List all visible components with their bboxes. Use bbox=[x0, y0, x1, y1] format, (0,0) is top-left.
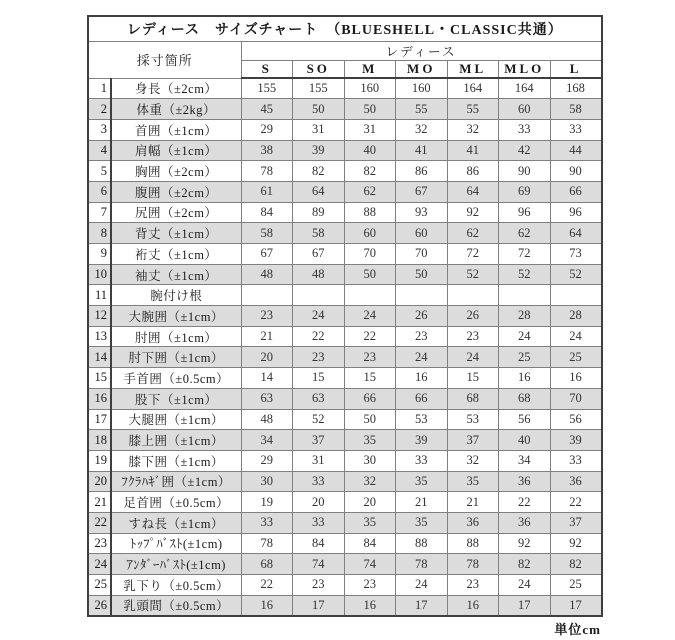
size-value: 26 bbox=[447, 306, 499, 327]
size-value: 69 bbox=[499, 181, 551, 202]
size-value: 29 bbox=[241, 119, 293, 140]
size-col-mlo: MLO bbox=[499, 60, 551, 78]
size-value bbox=[447, 285, 499, 306]
table-row bbox=[88, 306, 602, 327]
size-value: 58 bbox=[550, 99, 602, 120]
size-value: 45 bbox=[241, 99, 293, 120]
table-row bbox=[88, 533, 602, 554]
size-value: 35 bbox=[396, 512, 448, 533]
size-value: 86 bbox=[396, 161, 448, 182]
size-value: 55 bbox=[396, 99, 448, 120]
size-value: 74 bbox=[344, 554, 396, 575]
size-value: 31 bbox=[344, 119, 396, 140]
size-value: 22 bbox=[293, 326, 345, 347]
size-value: 60 bbox=[344, 223, 396, 244]
size-value: 36 bbox=[499, 471, 551, 492]
row-number: 14 bbox=[88, 347, 111, 368]
size-value: 37 bbox=[293, 430, 345, 451]
size-value: 52 bbox=[499, 264, 551, 285]
size-value: 92 bbox=[550, 533, 602, 554]
row-number: 3 bbox=[88, 119, 111, 140]
size-value: 53 bbox=[447, 409, 499, 430]
size-value: 36 bbox=[447, 512, 499, 533]
table-row bbox=[88, 492, 602, 513]
table-row bbox=[88, 119, 602, 140]
size-value: 58 bbox=[293, 223, 345, 244]
size-value: 36 bbox=[550, 471, 602, 492]
size-value: 33 bbox=[293, 471, 345, 492]
size-value: 155 bbox=[241, 78, 293, 99]
size-value: 64 bbox=[447, 181, 499, 202]
size-value: 88 bbox=[344, 202, 396, 223]
row-number: 24 bbox=[88, 554, 111, 575]
size-value: 48 bbox=[293, 264, 345, 285]
size-value: 37 bbox=[447, 430, 499, 451]
size-value: 17 bbox=[499, 595, 551, 616]
size-value: 24 bbox=[344, 306, 396, 327]
size-chart-table bbox=[87, 15, 603, 617]
size-value: 33 bbox=[550, 450, 602, 471]
size-value: 16 bbox=[396, 368, 448, 389]
size-value: 68 bbox=[241, 554, 293, 575]
page-title: レディース サイズチャート （BLUESHELL・CLASSIC共通） bbox=[88, 16, 602, 41]
table-row bbox=[88, 181, 602, 202]
size-value: 40 bbox=[344, 140, 396, 161]
size-value: 39 bbox=[550, 430, 602, 451]
measurement-name: 足首囲（±0.5cm） bbox=[111, 492, 241, 513]
table-row bbox=[88, 575, 602, 596]
size-value: 33 bbox=[499, 119, 551, 140]
size-value: 168 bbox=[550, 78, 602, 99]
size-value: 35 bbox=[447, 471, 499, 492]
measurement-name: 裄丈（±1cm） bbox=[111, 244, 241, 265]
size-value bbox=[550, 285, 602, 306]
row-number: 21 bbox=[88, 492, 111, 513]
size-value: 82 bbox=[550, 554, 602, 575]
size-value: 16 bbox=[344, 595, 396, 616]
size-value: 33 bbox=[293, 512, 345, 533]
size-value bbox=[241, 285, 293, 306]
row-number: 18 bbox=[88, 430, 111, 451]
size-value: 16 bbox=[447, 595, 499, 616]
table-row bbox=[88, 471, 602, 492]
size-value: 38 bbox=[241, 140, 293, 161]
size-value: 21 bbox=[241, 326, 293, 347]
row-number: 10 bbox=[88, 264, 111, 285]
size-value: 73 bbox=[550, 244, 602, 265]
size-value: 93 bbox=[396, 202, 448, 223]
size-value: 15 bbox=[293, 368, 345, 389]
table-row bbox=[88, 244, 602, 265]
size-value: 52 bbox=[550, 264, 602, 285]
size-value: 21 bbox=[447, 492, 499, 513]
row-number: 25 bbox=[88, 575, 111, 596]
row-number: 13 bbox=[88, 326, 111, 347]
size-value: 37 bbox=[550, 512, 602, 533]
size-value: 24 bbox=[499, 575, 551, 596]
size-value bbox=[293, 285, 345, 306]
size-value: 92 bbox=[447, 202, 499, 223]
size-value: 70 bbox=[344, 244, 396, 265]
size-value: 84 bbox=[344, 533, 396, 554]
table-row bbox=[88, 512, 602, 533]
size-value: 53 bbox=[396, 409, 448, 430]
row-number: 22 bbox=[88, 512, 111, 533]
size-value: 35 bbox=[396, 471, 448, 492]
table-row bbox=[88, 430, 602, 451]
size-value: 32 bbox=[447, 119, 499, 140]
measurement-name: 乳頭間（±0.5cm） bbox=[111, 595, 241, 616]
measurement-name: 股下（±1cm） bbox=[111, 388, 241, 409]
size-value: 78 bbox=[396, 554, 448, 575]
size-value: 17 bbox=[293, 595, 345, 616]
size-value: 23 bbox=[293, 575, 345, 596]
size-value bbox=[499, 285, 551, 306]
size-value: 33 bbox=[550, 119, 602, 140]
size-value: 88 bbox=[396, 533, 448, 554]
size-value: 50 bbox=[293, 99, 345, 120]
size-value: 19 bbox=[241, 492, 293, 513]
size-value: 16 bbox=[499, 368, 551, 389]
size-value: 36 bbox=[499, 512, 551, 533]
size-value: 50 bbox=[344, 264, 396, 285]
measurement-name: 腹囲（±2cm） bbox=[111, 181, 241, 202]
size-value: 29 bbox=[241, 450, 293, 471]
size-value: 33 bbox=[396, 450, 448, 471]
size-value bbox=[396, 285, 448, 306]
table-row bbox=[88, 554, 602, 575]
size-value: 22 bbox=[344, 326, 396, 347]
size-value: 23 bbox=[344, 575, 396, 596]
size-value: 35 bbox=[344, 430, 396, 451]
size-value: 90 bbox=[499, 161, 551, 182]
size-col-mo: MO bbox=[396, 60, 448, 78]
row-number: 12 bbox=[88, 306, 111, 327]
size-value: 63 bbox=[241, 388, 293, 409]
size-value: 14 bbox=[241, 368, 293, 389]
measurement-name: 胸囲（±2cm） bbox=[111, 161, 241, 182]
size-value: 62 bbox=[499, 223, 551, 244]
measurement-name: ｱﾝﾀﾞｰﾊﾞｽﾄ(±1cm) bbox=[111, 554, 241, 575]
size-value: 34 bbox=[499, 450, 551, 471]
size-value: 96 bbox=[550, 202, 602, 223]
row-number: 16 bbox=[88, 388, 111, 409]
size-value: 23 bbox=[241, 306, 293, 327]
size-value: 24 bbox=[447, 347, 499, 368]
size-table-body bbox=[88, 78, 602, 616]
row-number: 15 bbox=[88, 368, 111, 389]
size-value: 60 bbox=[396, 223, 448, 244]
size-value: 52 bbox=[447, 264, 499, 285]
size-value: 82 bbox=[293, 161, 345, 182]
measurement-name: 尻囲（±2cm） bbox=[111, 202, 241, 223]
size-value: 50 bbox=[396, 264, 448, 285]
table-row bbox=[88, 285, 602, 306]
size-value: 20 bbox=[293, 492, 345, 513]
size-value: 31 bbox=[293, 450, 345, 471]
size-value: 22 bbox=[550, 492, 602, 513]
size-value: 23 bbox=[447, 326, 499, 347]
table-row bbox=[88, 223, 602, 244]
size-value: 20 bbox=[241, 347, 293, 368]
table-row bbox=[88, 161, 602, 182]
size-value: 26 bbox=[396, 306, 448, 327]
size-value: 66 bbox=[550, 181, 602, 202]
measurement-name: 身長（±2cm） bbox=[111, 78, 241, 99]
size-value: 32 bbox=[396, 119, 448, 140]
row-number: 23 bbox=[88, 533, 111, 554]
size-value: 86 bbox=[447, 161, 499, 182]
title-row bbox=[88, 16, 602, 41]
size-value: 68 bbox=[499, 388, 551, 409]
measurement-name: 膝上囲（±1cm） bbox=[111, 430, 241, 451]
size-value: 90 bbox=[550, 161, 602, 182]
table-row bbox=[88, 450, 602, 471]
size-value: 67 bbox=[241, 244, 293, 265]
size-value: 56 bbox=[550, 409, 602, 430]
size-value: 62 bbox=[447, 223, 499, 244]
size-value: 15 bbox=[344, 368, 396, 389]
size-col-s: S bbox=[241, 60, 293, 78]
size-value: 64 bbox=[293, 181, 345, 202]
size-value: 23 bbox=[447, 575, 499, 596]
size-value: 70 bbox=[550, 388, 602, 409]
table-row bbox=[88, 409, 602, 430]
size-value: 96 bbox=[499, 202, 551, 223]
size-value: 22 bbox=[499, 492, 551, 513]
size-value: 63 bbox=[293, 388, 345, 409]
size-value: 30 bbox=[241, 471, 293, 492]
size-value: 25 bbox=[499, 347, 551, 368]
measurement-name: 肘囲（±1cm） bbox=[111, 326, 241, 347]
size-value: 58 bbox=[241, 223, 293, 244]
ladies-group-header: レディース bbox=[241, 41, 602, 60]
measurement-point-header: 採寸箇所 bbox=[88, 41, 241, 78]
size-value: 16 bbox=[241, 595, 293, 616]
row-number: 1 bbox=[88, 78, 111, 99]
size-col-m: M bbox=[344, 60, 396, 78]
size-value: 24 bbox=[396, 575, 448, 596]
size-value: 23 bbox=[293, 347, 345, 368]
size-value: 39 bbox=[396, 430, 448, 451]
table-row bbox=[88, 368, 602, 389]
measurement-name: 首囲（±1cm） bbox=[111, 119, 241, 140]
size-value: 84 bbox=[293, 533, 345, 554]
size-value: 67 bbox=[396, 181, 448, 202]
measurement-name: ﾄｯﾌﾟﾊﾞｽﾄ(±1cm) bbox=[111, 533, 241, 554]
measurement-name: ﾌｸﾗﾊｷﾞ囲（±1cm） bbox=[111, 471, 241, 492]
size-value: 17 bbox=[396, 595, 448, 616]
size-value: 41 bbox=[447, 140, 499, 161]
size-value: 40 bbox=[499, 430, 551, 451]
measurement-name: 袖丈（±1cm） bbox=[111, 264, 241, 285]
row-number: 4 bbox=[88, 140, 111, 161]
size-value: 30 bbox=[344, 450, 396, 471]
size-value: 32 bbox=[447, 450, 499, 471]
size-value bbox=[344, 285, 396, 306]
size-value: 64 bbox=[550, 223, 602, 244]
size-value: 52 bbox=[293, 409, 345, 430]
size-value: 48 bbox=[241, 264, 293, 285]
size-value: 72 bbox=[499, 244, 551, 265]
size-value: 23 bbox=[344, 347, 396, 368]
size-value: 24 bbox=[396, 347, 448, 368]
size-value: 42 bbox=[499, 140, 551, 161]
row-number: 7 bbox=[88, 202, 111, 223]
size-value: 16 bbox=[550, 368, 602, 389]
measurement-name: 手首囲（±0.5cm） bbox=[111, 368, 241, 389]
size-value: 84 bbox=[241, 202, 293, 223]
measurement-name: 腕付け根 bbox=[111, 285, 241, 306]
size-value: 33 bbox=[241, 512, 293, 533]
row-number: 9 bbox=[88, 244, 111, 265]
unit-label: 単位cm bbox=[554, 622, 601, 637]
row-number: 8 bbox=[88, 223, 111, 244]
size-col-so: SO bbox=[293, 60, 345, 78]
row-number: 6 bbox=[88, 181, 111, 202]
size-value: 35 bbox=[344, 512, 396, 533]
size-value: 41 bbox=[396, 140, 448, 161]
measurement-name: 膝下囲（±1cm） bbox=[111, 450, 241, 471]
table-row bbox=[88, 264, 602, 285]
size-value: 78 bbox=[241, 161, 293, 182]
size-value: 74 bbox=[293, 554, 345, 575]
measurement-name: すね長（±1cm） bbox=[111, 512, 241, 533]
size-value: 92 bbox=[499, 533, 551, 554]
row-number: 17 bbox=[88, 409, 111, 430]
size-value: 78 bbox=[241, 533, 293, 554]
table-row bbox=[88, 326, 602, 347]
size-value: 82 bbox=[499, 554, 551, 575]
size-value: 60 bbox=[499, 99, 551, 120]
size-value: 23 bbox=[396, 326, 448, 347]
measurement-name: 肘下囲（±1cm） bbox=[111, 347, 241, 368]
size-value: 164 bbox=[447, 78, 499, 99]
size-value: 72 bbox=[447, 244, 499, 265]
size-value: 28 bbox=[550, 306, 602, 327]
table-row bbox=[88, 99, 602, 120]
size-value: 25 bbox=[550, 347, 602, 368]
size-value: 160 bbox=[396, 78, 448, 99]
table-row bbox=[88, 140, 602, 161]
size-value: 89 bbox=[293, 202, 345, 223]
size-value: 28 bbox=[499, 306, 551, 327]
size-col-ml: ML bbox=[447, 60, 499, 78]
size-value: 34 bbox=[241, 430, 293, 451]
group-header-row bbox=[88, 41, 602, 60]
measurement-name: 大腿囲（±1cm） bbox=[111, 409, 241, 430]
size-value: 68 bbox=[447, 388, 499, 409]
size-value: 39 bbox=[293, 140, 345, 161]
size-value: 88 bbox=[447, 533, 499, 554]
size-value: 160 bbox=[344, 78, 396, 99]
size-value: 66 bbox=[344, 388, 396, 409]
measurement-name: 体重（±2kg） bbox=[111, 99, 241, 120]
table-row bbox=[88, 202, 602, 223]
table-row bbox=[88, 595, 602, 616]
measurement-name: 背丈（±1cm） bbox=[111, 223, 241, 244]
size-value: 25 bbox=[550, 575, 602, 596]
measurement-name: 肩幅（±1cm） bbox=[111, 140, 241, 161]
size-value: 155 bbox=[293, 78, 345, 99]
size-value: 31 bbox=[293, 119, 345, 140]
row-number: 20 bbox=[88, 471, 111, 492]
size-value: 32 bbox=[344, 471, 396, 492]
measurement-name: 乳下り（±0.5cm） bbox=[111, 575, 241, 596]
size-value: 70 bbox=[396, 244, 448, 265]
size-value: 61 bbox=[241, 181, 293, 202]
size-value: 24 bbox=[550, 326, 602, 347]
row-number: 5 bbox=[88, 161, 111, 182]
size-value: 78 bbox=[447, 554, 499, 575]
row-number: 2 bbox=[88, 99, 111, 120]
size-value: 15 bbox=[447, 368, 499, 389]
size-value: 67 bbox=[293, 244, 345, 265]
row-number: 26 bbox=[88, 595, 111, 616]
size-value: 82 bbox=[344, 161, 396, 182]
size-value: 44 bbox=[550, 140, 602, 161]
size-value: 48 bbox=[241, 409, 293, 430]
size-col-l: L bbox=[550, 60, 602, 78]
size-value: 50 bbox=[344, 409, 396, 430]
size-value: 164 bbox=[499, 78, 551, 99]
size-value: 55 bbox=[447, 99, 499, 120]
size-value: 17 bbox=[550, 595, 602, 616]
size-value: 21 bbox=[396, 492, 448, 513]
row-number: 19 bbox=[88, 450, 111, 471]
size-value: 22 bbox=[241, 575, 293, 596]
size-value: 24 bbox=[499, 326, 551, 347]
table-row bbox=[88, 347, 602, 368]
measurement-name: 大腕囲（±1cm） bbox=[111, 306, 241, 327]
row-number: 11 bbox=[88, 285, 111, 306]
size-value: 62 bbox=[344, 181, 396, 202]
size-value: 20 bbox=[344, 492, 396, 513]
size-value: 50 bbox=[344, 99, 396, 120]
size-value: 66 bbox=[396, 388, 448, 409]
table-row bbox=[88, 388, 602, 409]
size-value: 56 bbox=[499, 409, 551, 430]
size-value: 24 bbox=[293, 306, 345, 327]
table-row bbox=[88, 78, 602, 99]
